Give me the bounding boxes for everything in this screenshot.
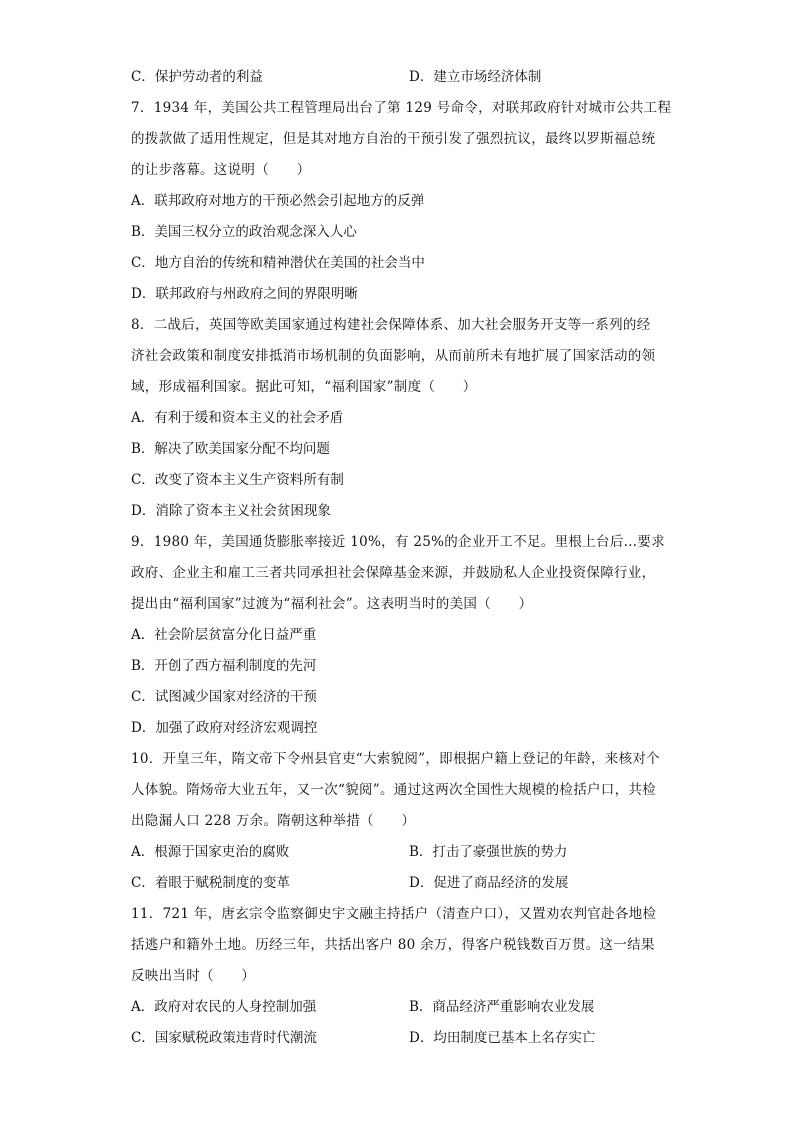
- q10-stem-line: 10．开皇三年，隋文帝下令州县官吏“大索貌阅”，即根据户籍上登记的年龄，来核对个: [131, 751, 660, 767]
- q8-option-a: A．有利于缓和资本主义的社会矛盾: [131, 410, 344, 426]
- q11-option-b: B．商品经济严重影响农业发展: [409, 999, 595, 1015]
- q11-stem-line: 反映出当时（ ）: [131, 968, 256, 984]
- q9-stem-line: 提出由“福利国家”过渡为“福利社会”。这表明当时的美国（ ）: [131, 596, 533, 612]
- q8-stem: [131, 310, 671, 403]
- q8-option-c: C．改变了资本主义生产资料所有制: [131, 472, 344, 488]
- q9-option-a: A．社会阶层贫富分化日益严重: [131, 627, 317, 643]
- q10-options-row-ab: [131, 837, 671, 868]
- q6-option-d: D．建立市场经济体制: [409, 69, 542, 85]
- q11-stem-line: 括逃户和籍外土地。历经三年，共括出客户 80 余万，得客户税钱数百万贯。这一结果: [131, 937, 655, 953]
- q11-options-row-cd: [131, 1023, 671, 1054]
- q7-option-b: B．美国三权分立的政治观念深入人心: [131, 224, 357, 240]
- q9-stem: [131, 527, 671, 620]
- q7-option-c: C．地方自治的传统和精神潜伏在美国的社会当中: [131, 255, 425, 271]
- q10-option-a: A．根源于国家吏治的腐败: [131, 844, 290, 860]
- q9-option-d: D．加强了政府对经济宏观调控: [131, 720, 318, 736]
- q8-stem-line: 域，形成福利国家。据此可知，“福利国家”制度（ ）: [131, 379, 477, 395]
- q7-option-a: A．联邦政府对地方的干预必然会引起地方的反弹: [131, 193, 425, 209]
- q7-stem-line: 的让步落幕。这说明（ ）: [131, 162, 311, 178]
- q7-stem-line: 7．1934 年，美国公共工程管理局出台了第 129 号命令，对联邦政府针对城市公共工程: [131, 100, 672, 116]
- q6-options-row-cd: [131, 62, 671, 93]
- q10-stem-line: 人体貌。隋炀帝大业五年，又一次“貌阅”。通过这两次全国性大规模的检括户口，共检: [131, 782, 657, 798]
- q8-stem-line: 济社会政策和制度安排抵消市场机制的负面影响，从而前所未有地扩展了国家活动的领: [131, 348, 656, 364]
- q11-options-row-ab: [131, 992, 671, 1023]
- q7-stem: [131, 93, 671, 186]
- q10-options-row-cd: [131, 868, 671, 899]
- q9-option-c: C．试图减少国家对经济的干预: [131, 689, 317, 705]
- q6-option-c: C．保护劳动者的利益: [131, 69, 263, 85]
- q7-option-d: D．联邦政府与州政府之间的界限明晰: [131, 286, 358, 302]
- q11-option-a: A．政府对农民的人身控制加强: [131, 999, 317, 1015]
- q8-option-b: B．解决了欧美国家分配不均问题: [131, 441, 330, 457]
- q10-stem-line: 出隐漏人口 228 万余。隋朝这种举措（ ）: [131, 813, 416, 829]
- q10-option-b: B．打击了豪强世族的势力: [409, 844, 568, 860]
- q8-option-d: D．消除了资本主义社会贫困现象: [131, 503, 331, 519]
- q11-option-d: D．均田制度已基本上名存实亡: [409, 1030, 596, 1046]
- q9-option-b: B．开创了西方福利制度的先河: [131, 658, 317, 674]
- q9-stem-line: 政府、企业主和雇工三者共同承担社会保障基金来源，并鼓励私人企业投资保障行业，: [131, 565, 656, 581]
- q11-stem: [131, 899, 671, 992]
- q11-option-c: C．国家赋税政策违背时代潮流: [131, 1030, 317, 1046]
- q10-option-c: C．着眼于赋税制度的变革: [131, 875, 290, 891]
- q10-stem: [131, 744, 671, 837]
- exam-page: [131, 62, 671, 1054]
- q9-stem-line: 9．1980 年，美国通货膨胀率接近 10%，有 25%的企业开工不足。里根上台后…要求: [131, 534, 666, 550]
- q10-option-d: D．促进了商品经济的发展: [409, 875, 569, 891]
- q11-stem-line: 11．721 年，唐玄宗令监察御史宇文融主持括户（清查户口），又置劝农判官赴各地检: [131, 906, 657, 922]
- q8-stem-line: 8．二战后，英国等欧美国家通过构建社会保障体系、加大社会服务开支等一系列的经: [131, 317, 651, 333]
- q7-stem-line: 的拨款做了适用性规定，但是其对地方自治的干预引发了强烈抗议，最终以罗斯福总统: [131, 131, 656, 147]
